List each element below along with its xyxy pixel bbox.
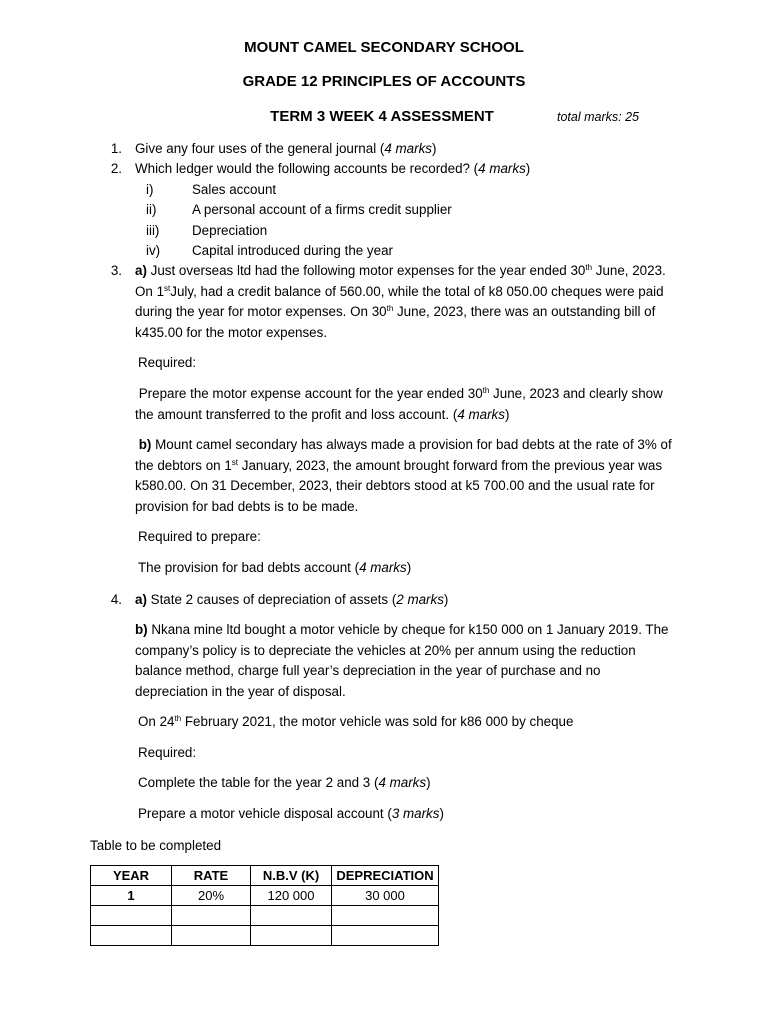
table-row <box>91 906 439 926</box>
q3a-paragraph: a) Just overseas ltd had the following motor expenses for the year ended 30th June, 2023. On 1stJuly, had a credit balance of 560.00, while the total of k8 050.00 cheques were paid during the year for motor expenses. On 30th June, 2023, there was an outstanding bill of k435.00 for the motor expenses. <box>135 263 666 340</box>
q4b-paragraph: b) Nkana mine ltd bought a motor vehicle by cheque for k150 000 on 1 January 2019. The company’s policy is to depreciate the vehicles at 20% per annum using the reduction balance method, charge full year’s depreciation in the year of purchase and no depreciation in the year of disposal. <box>135 622 669 699</box>
table-cell <box>172 926 251 946</box>
q3-number: 3. <box>110 263 122 278</box>
q4b-sale-note: On 24th February 2021, the motor vehicle was sold for k86 000 by cheque <box>138 714 574 729</box>
q3b-required: Required to prepare: <box>138 529 261 544</box>
table-cell <box>251 906 332 926</box>
q4b-task-table: Complete the table for the year 2 and 3 (4 marks) <box>138 775 431 790</box>
q2-item-text: Capital introduced during the year <box>192 243 393 258</box>
table-cell <box>91 906 172 926</box>
q2-item-text: Sales account <box>192 182 277 197</box>
table-cell <box>91 926 172 946</box>
subject-title: GRADE 12 PRINCIPLES OF ACCOUNTS <box>242 73 526 90</box>
total-marks: total marks: 25 <box>557 110 639 124</box>
table-cell <box>332 926 439 946</box>
q2-item-number: iii) <box>146 223 160 238</box>
column-header-year: YEAR <box>91 866 172 886</box>
table-row <box>91 926 439 946</box>
column-header-nbv: N.B.V (K) <box>251 866 332 886</box>
q1-number: 1. <box>110 141 122 156</box>
table-cell: 120 000 <box>251 886 332 906</box>
q4b-task-disposal: Prepare a motor vehicle disposal account (3 marks) <box>138 806 444 821</box>
table-caption: Table to be completed <box>90 838 222 853</box>
table-cell: 30 000 <box>332 886 439 906</box>
q3a-required: Required: <box>138 355 197 370</box>
q4b-required: Required: <box>138 745 197 760</box>
q3b-task: The provision for bad debts account (4 marks) <box>138 560 412 575</box>
q2-item-number: iv) <box>146 243 161 258</box>
q2-item-text: Depreciation <box>192 223 268 238</box>
assessment-title: TERM 3 WEEK 4 ASSESSMENT <box>270 108 494 125</box>
school-title: MOUNT CAMEL SECONDARY SCHOOL <box>244 39 524 56</box>
depreciation-table <box>90 865 439 946</box>
q4a-text: a) State 2 causes of depreciation of assets (2 marks) <box>135 592 449 607</box>
table-row <box>91 886 439 906</box>
table-cell: 1 <box>91 886 172 906</box>
q1-text: Give any four uses of the general journal (4 marks) <box>135 141 437 156</box>
column-header-rate: RATE <box>172 866 251 886</box>
q2-item-text: A personal account of a firms credit supplier <box>192 202 452 217</box>
table-header-row <box>91 866 439 886</box>
q2-item-number: i) <box>146 182 154 197</box>
q2-item-number: ii) <box>146 202 157 217</box>
table-cell <box>172 906 251 926</box>
q4-number: 4. <box>110 592 122 607</box>
table-cell <box>332 906 439 926</box>
q3a-task: Prepare the motor expense account for the year ended 30th June, 2023 and clearly show the amount transferred to the profit and loss account. (4 marks) <box>135 386 663 422</box>
table-cell <box>251 926 332 946</box>
table-cell: 20% <box>172 886 251 906</box>
column-header-depreciation: DEPRECIATION <box>332 866 439 886</box>
q2-text: Which ledger would the following accounts be recorded? (4 marks) <box>135 161 531 176</box>
q3b-paragraph: b) Mount camel secondary has always made a provision for bad debts at the rate of 3% of the debtors on 1st January, 2023, the amount brought forward from the previous year was k580.00. On 31 December, 2023, their debtors stood at k5 700.00 and the usual rate for provision for bad debts is to be made. <box>135 437 672 514</box>
q2-number: 2. <box>110 161 122 176</box>
